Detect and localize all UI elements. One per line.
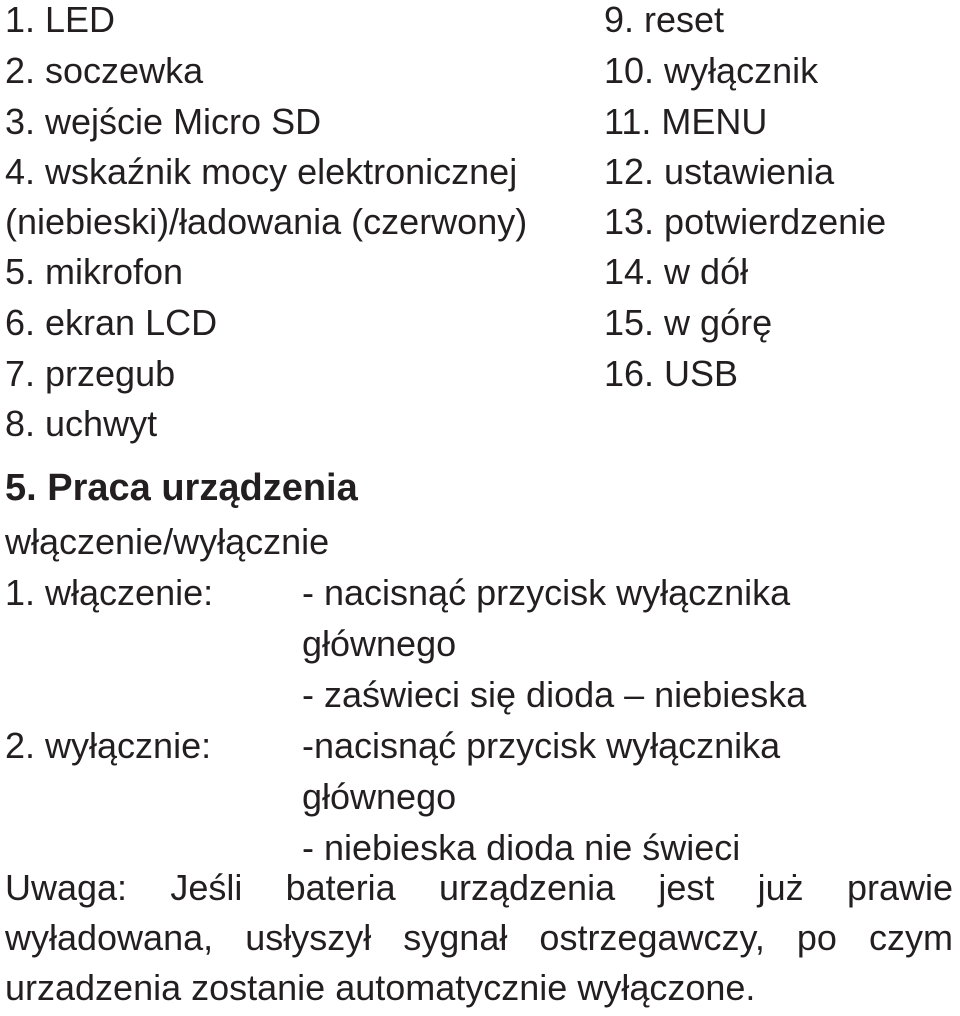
section-title: 5. Praca urządzenia	[5, 467, 358, 509]
step-instruction: - niebieska dioda nie świeci	[302, 827, 741, 868]
section-subtitle: włączenie/wyłącznie	[5, 521, 330, 562]
part-item: 5. mikrofon	[5, 251, 184, 292]
part-item: 12. ustawienia	[604, 151, 835, 192]
step-instruction: - zaświeci się dioda – niebieska	[302, 674, 807, 715]
note-line: Uwaga: Jeśli bateria urządzenia jest już prawie	[5, 867, 953, 908]
part-item: 3. wejście Micro SD	[5, 101, 322, 142]
note-line: urzadzenia zostanie automatycznie wyłączone.	[5, 967, 756, 1008]
part-item: 7. przegub	[5, 353, 176, 394]
step-instruction: - nacisnąć przycisk wyłącznika	[302, 572, 791, 613]
part-item: 9. reset	[604, 0, 725, 40]
step-instruction: głównego	[302, 623, 457, 664]
part-item: 16. USB	[604, 353, 739, 394]
part-item: 8. uchwyt	[5, 403, 158, 444]
part-item: 10. wyłącznik	[604, 50, 819, 91]
step-instruction: -nacisnąć przycisk wyłącznika	[302, 725, 781, 766]
step-label: 2. wyłącznie:	[5, 725, 212, 766]
part-item: 11. MENU	[604, 101, 768, 142]
part-item: 4. wskaźnik mocy elektronicznej	[5, 151, 518, 192]
step-label: 1. włączenie:	[5, 572, 214, 613]
part-item: 15. w górę	[604, 302, 773, 343]
note-line: wyładowana, usłyszył sygnał ostrzegawczy, po czym	[5, 917, 953, 958]
part-item: 13. potwierdzenie	[604, 201, 887, 242]
step-instruction: głównego	[302, 776, 457, 817]
part-item: 14. w dół	[604, 251, 749, 292]
part-item: 2. soczewka	[5, 50, 204, 91]
part-item-continuation: (niebieski)/ładowania (czerwony)	[5, 201, 528, 242]
part-item: 6. ekran LCD	[5, 302, 218, 343]
part-item: 1. LED	[5, 0, 116, 40]
